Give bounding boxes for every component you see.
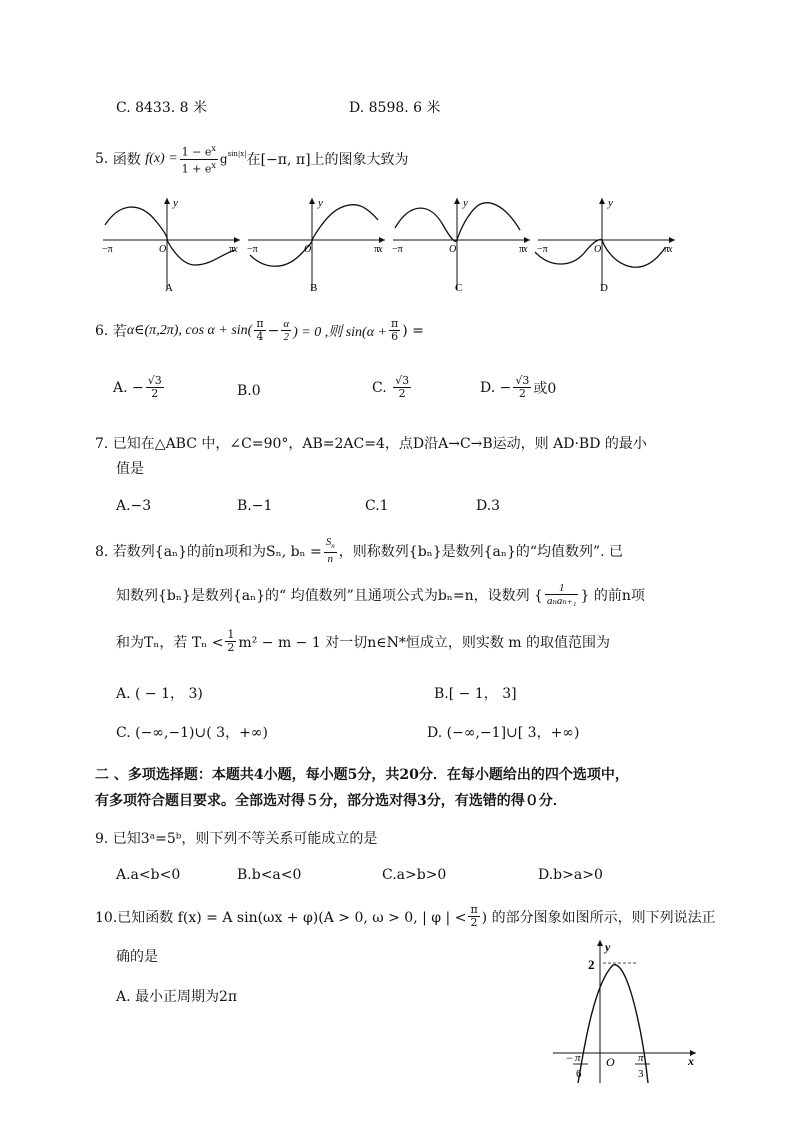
q5-graph-b-l-label: B bbox=[310, 282, 318, 294]
q6-option-a bbox=[113, 375, 166, 400]
q5-graph-d-npi-label: −π bbox=[537, 244, 548, 255]
q6-number: 6. bbox=[95, 322, 109, 339]
q5-num-exp: x bbox=[211, 144, 216, 153]
q9-option-a: A.a<b<0 bbox=[116, 867, 181, 883]
q8-line3-post: m² − m − 1 对一切n∈N*恒成立，则实数 m 的取值范围为 bbox=[238, 634, 611, 651]
q6-c-pre: C. bbox=[372, 379, 387, 396]
q10-graph bbox=[548, 935, 708, 1085]
q9-option-b: B.b<a<0 bbox=[237, 867, 302, 883]
q8-line2-frac: $\frac{1}{\text{aₙaₙ₊₁}}$ bbox=[546, 582, 577, 607]
q5-graph-c-x-label: x bbox=[523, 244, 528, 255]
q5-graph-a-o-label: O bbox=[159, 244, 167, 255]
q5-graph-b-npi-label: −π bbox=[247, 244, 258, 255]
q8-option-c: C. (−∞,−1)∪( 3，+∞) bbox=[116, 725, 268, 741]
q6-a-pre: A. − bbox=[113, 379, 144, 396]
q10-rden-label: 3 bbox=[638, 1068, 644, 1080]
q6-d-pre: D. − bbox=[480, 379, 512, 396]
q8-line1-frac: $\frac{S_n}{n}$ bbox=[325, 536, 335, 566]
q5-graph-c-o-label: O bbox=[449, 244, 457, 255]
q5-graph-a-x-label: x bbox=[233, 244, 238, 255]
q8-line1-pre: 8. 若数列{aₙ}的前n项和为Sₙ, bₙ = bbox=[95, 543, 322, 560]
q6-a-frac: $\frac{√3}{2}$ bbox=[147, 374, 162, 400]
section2-line2: 有多项符合题目要求。全部选对得５分，部分选对得3分，有选错的得０分． bbox=[95, 793, 567, 809]
q6-cond2: ) = 0 ,则 sin(α + bbox=[293, 324, 387, 340]
q6-frac-pi6: $\frac{\pi}{6}$ bbox=[391, 317, 399, 343]
q5-graph-c bbox=[392, 197, 530, 294]
q10-lnum-label: π bbox=[575, 1052, 581, 1064]
q5-stem: 5. 函数 f(x) = $\frac{1 - e^x}{1 + e^x}$ g $^{sin|x|}$ 在[−π, π]上的图象大致为 bbox=[95, 144, 409, 176]
q4-option-c: C. 8433. 8 米 bbox=[116, 100, 207, 116]
q5-graph-a-y-label: y bbox=[173, 197, 178, 209]
q10-o-label: O bbox=[606, 1055, 615, 1069]
q8-option-a: A. ( − 1， 3) bbox=[116, 686, 203, 702]
q6-option-b: B.0 bbox=[237, 383, 261, 399]
q5-graph-d-l-label: D bbox=[600, 282, 608, 294]
q5-graph-c-pi-label: π bbox=[519, 244, 525, 255]
q5-frac-denominator: 1 + e bbox=[181, 162, 212, 176]
q6-cond1: α∈(π,2π), cos α + sin( bbox=[126, 323, 253, 338]
q5-graph-b-o-label: O bbox=[304, 244, 312, 255]
q6-frac-pi4: $\frac{\pi}{4}$ bbox=[256, 317, 264, 343]
q6-c-frac: $\frac{√3}{2}$ bbox=[395, 374, 410, 400]
q5-graph-c-y-label: y bbox=[463, 197, 468, 209]
q10-option-a: A. 最小正周期为2π bbox=[116, 989, 238, 1005]
q6-d-frac: $\frac{√3}{2}$ bbox=[515, 374, 530, 400]
q5-graph-d-x-label: x bbox=[668, 244, 673, 255]
q4-option-d: D. 8598. 6 米 bbox=[349, 100, 441, 116]
q9-stem: 9. 已知3ᵃ=5ᵇ，则下列不等关系可能成立的是 bbox=[95, 831, 378, 847]
q10-line1-frac: $\frac{\pi}{2}$ bbox=[470, 903, 478, 929]
q7-option-d: D.3 bbox=[476, 498, 501, 514]
q5-graph-a-l-label: A bbox=[165, 282, 173, 294]
q5-graph-d-pi-label: π bbox=[664, 244, 670, 255]
q10-line1-pre: 10.已知函数 f(x) = A sin(ωx + φ)(A > 0, ω > 0, | φ | < bbox=[95, 909, 467, 926]
q5-graph-b-y-label: y bbox=[318, 197, 323, 209]
q5-post: 在[−π, π]上的图象大致为 bbox=[246, 152, 409, 169]
q6-stem bbox=[95, 318, 424, 343]
q5-frac-numerator: 1 − e bbox=[181, 145, 212, 159]
q8-line1-post: ，则称数列{bₙ}是数列{aₙ}的“均值数列”. 已 bbox=[338, 543, 624, 560]
q5-fraction bbox=[180, 143, 218, 175]
q10-line2: 确的是 bbox=[116, 949, 158, 965]
q5-den-exp: x bbox=[211, 160, 216, 170]
q5-graph-d-y-label: y bbox=[608, 197, 613, 209]
q6-option-c bbox=[372, 375, 413, 400]
q8-option-d: D. (−∞,−1]∪[ 3，+∞) bbox=[427, 725, 580, 741]
q8-option-b: B.[ − 1， 3] bbox=[434, 686, 517, 702]
q5-graph-a-npi-label: −π bbox=[102, 244, 113, 255]
q7-option-c: C.1 bbox=[365, 498, 389, 514]
q10-y-label: y bbox=[605, 940, 611, 954]
q7-option-a: A.−3 bbox=[116, 498, 152, 514]
q8-line3 bbox=[116, 629, 610, 654]
q8-line3-pre: 和为Tₙ，若 Tₙ < bbox=[116, 634, 224, 651]
q8-line2-post: } 的前n项 bbox=[580, 587, 645, 604]
q8-line1 bbox=[95, 536, 623, 565]
q5-graph-b-pi-label: π bbox=[374, 244, 380, 255]
q5-tail-exp: sin|x| bbox=[227, 150, 247, 159]
q10-rnum-label: π bbox=[638, 1052, 644, 1064]
q10-peak-label: 2 bbox=[588, 957, 595, 972]
section2-line1: 二 、多项选择题：本题共4小题，每小题5分，共20分．在每小题给出的四个选项中， bbox=[95, 767, 629, 783]
q10-line1 bbox=[95, 904, 716, 929]
q6-frac-alpha2: $\frac{\alpha}{2}$ bbox=[283, 318, 290, 343]
q5-graphs bbox=[95, 190, 675, 300]
q10-line1-post: ) 的部分图象如图所示，则下列说法正 bbox=[481, 909, 716, 926]
q6-option-d bbox=[480, 375, 556, 400]
q5-graph-a bbox=[102, 197, 240, 294]
q5-graph-b-x-label: x bbox=[378, 244, 383, 255]
q5-graph-b bbox=[247, 197, 385, 294]
q8-line2-pre: 知数列{bₙ}是数列{aₙ}的“ 均值数列”且通项公式为bₙ=n，设数列 { bbox=[116, 587, 543, 604]
q6-prefix: 若 bbox=[112, 323, 127, 340]
q5-prefix: 函数 bbox=[112, 152, 141, 169]
q6-end: ) = bbox=[402, 322, 424, 339]
q8-line3-frac: $\frac{1}{2}$ bbox=[227, 628, 235, 654]
q5-graph-a-pi-label: π bbox=[229, 244, 235, 255]
q5-graph-c-l-label: C bbox=[455, 282, 463, 294]
q9-option-d: D.b>a>0 bbox=[538, 867, 603, 883]
q7-option-b: B.−1 bbox=[237, 498, 273, 514]
q7-line2: 值是 bbox=[116, 461, 144, 477]
q6-d-post: 或0 bbox=[533, 380, 557, 397]
q10-lden-label: 6 bbox=[576, 1068, 582, 1080]
q6-minus: − bbox=[267, 322, 280, 339]
q7-line1: 7. 已知在△ABC 中，∠C=90°，AB=2AC=4，点D沿A→C→B运动，则 AD·BD 的最小 bbox=[95, 436, 647, 452]
q5-graph-c-npi-label: −π bbox=[392, 244, 403, 255]
q5-func: f(x) = bbox=[145, 151, 178, 167]
q5-number: 5. bbox=[95, 151, 109, 168]
q5-graph-d bbox=[535, 197, 675, 294]
q5-graph-d-o-label: O bbox=[594, 244, 602, 255]
q9-option-c: C.a>b>0 bbox=[382, 867, 447, 883]
q10-lsign-label: − bbox=[566, 1051, 573, 1065]
q8-line2 bbox=[116, 582, 645, 607]
q10-x-label: x bbox=[688, 1054, 694, 1068]
